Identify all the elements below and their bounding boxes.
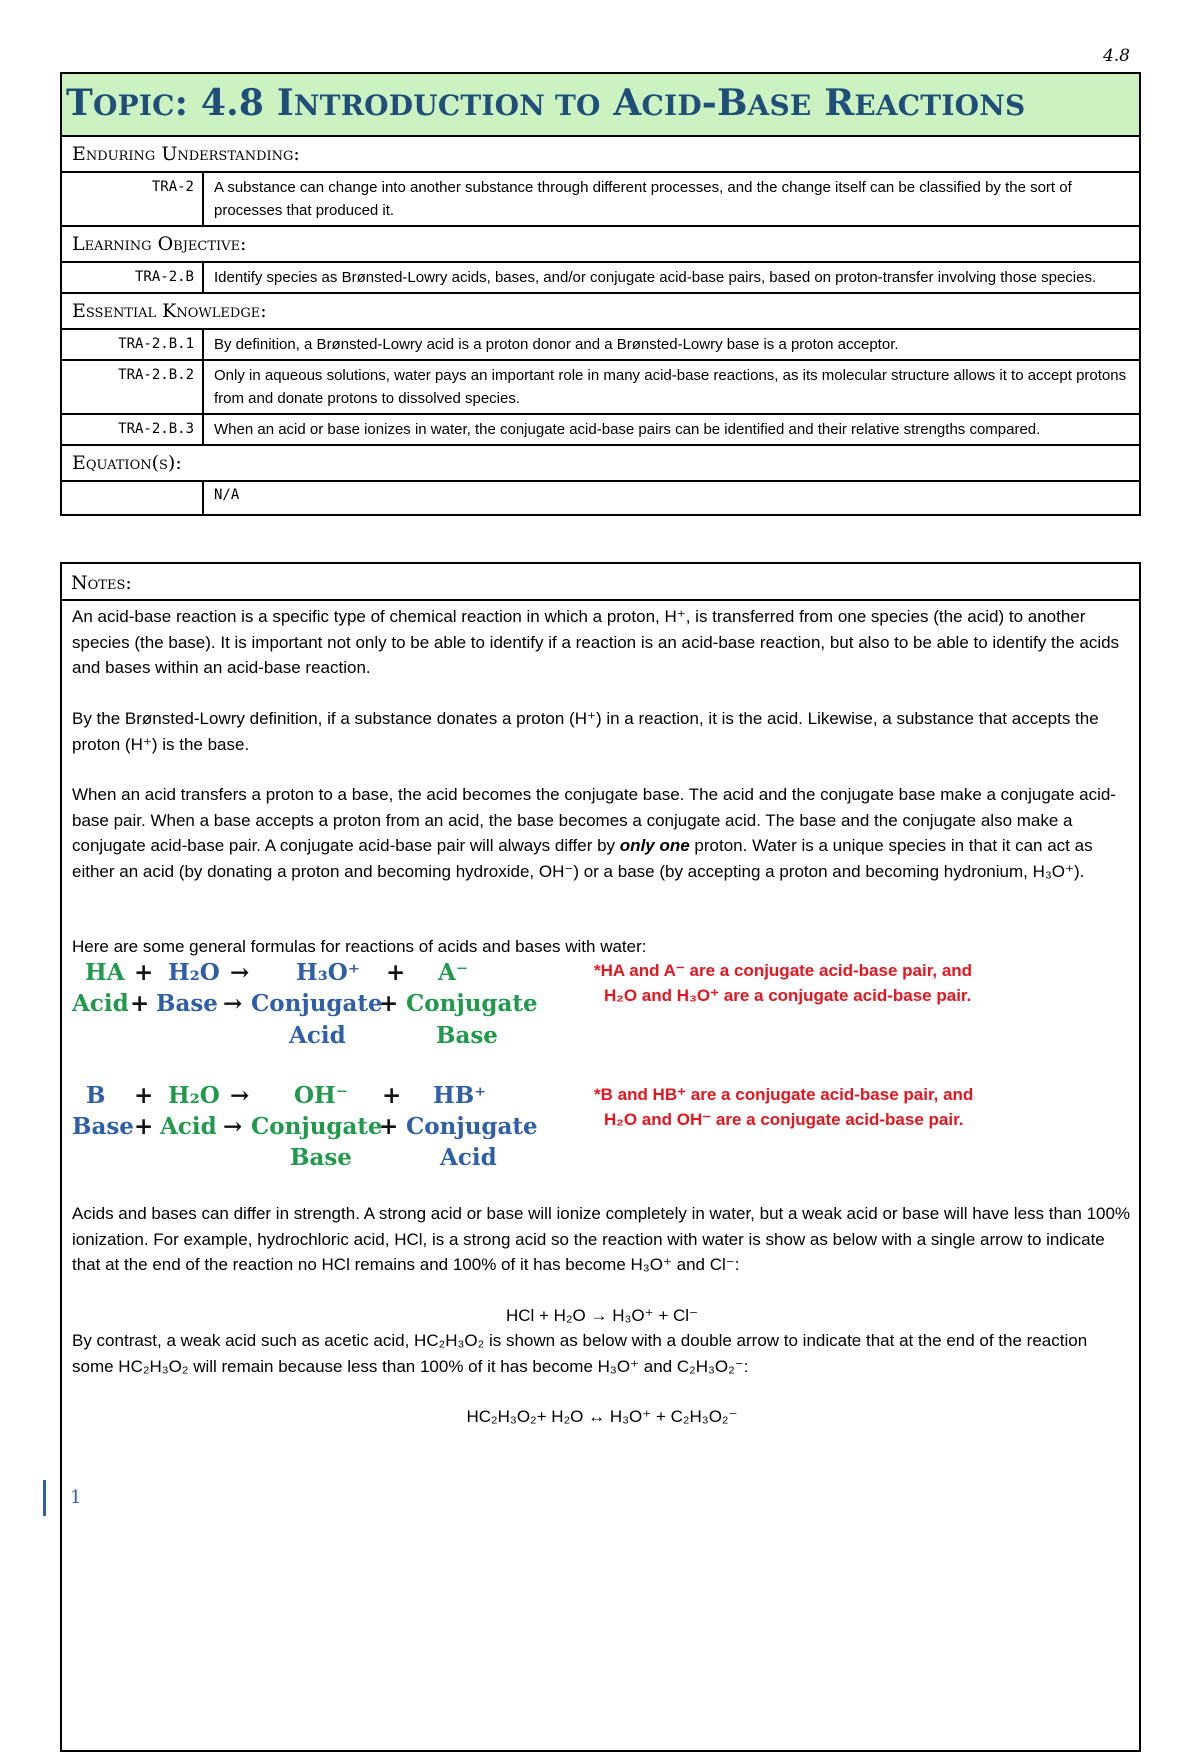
knowledge-code: TRA-2.B.3: [61, 414, 203, 445]
enduring-code: TRA-2: [61, 172, 203, 226]
eq1-arrow: →: [230, 959, 250, 986]
notes-paragraph: Here are some general formulas for reactions of acids and bases with water:: [72, 937, 647, 956]
eq2-base-formula: B: [86, 1082, 106, 1109]
eq2-label: Base: [290, 1144, 352, 1171]
eq1-arrow: →: [223, 990, 243, 1017]
eq2-label: Acid: [160, 1113, 217, 1140]
knowledge-code: TRA-2.B.1: [61, 329, 203, 360]
eq1-label: Conjugate: [406, 990, 538, 1017]
eq1-label: Conjugate: [251, 990, 383, 1017]
eq2-plus: +: [382, 1082, 402, 1109]
eq2-plus: +: [134, 1082, 154, 1109]
eq2-arrow: →: [223, 1113, 243, 1140]
equations-value: N/A: [203, 481, 1140, 515]
eq1-label: Acid: [72, 990, 129, 1017]
notes-paragraph: By the Brønsted-Lowry definition, if a substance donates a proton (H⁺) in a reaction, it is the acid. Likewise, a substance that accepts the proton (H⁺) is the base.: [72, 709, 1099, 754]
title-cell: [61, 73, 1140, 136]
knowledge-text: By definition, a Brønsted-Lowry acid is a proton donor and a Brønsted-Lowry base is a proton acceptor.: [203, 329, 1140, 360]
knowledge-heading: Essential Knowledge:: [61, 293, 1140, 329]
equation-acetic-acid: HC₂H₃O₂+ H₂O ↔ H₃O⁺ + C₂H₃O₂⁻: [466, 1407, 738, 1426]
eq1-base-formula: H₂O: [168, 959, 220, 986]
equation-hcl: HCl + H₂O → H₃O⁺ + Cl⁻: [505, 1306, 699, 1325]
eq1-conj-base-formula: A⁻: [438, 959, 468, 986]
eq1-plus: +: [134, 959, 154, 986]
eq2-arrow: →: [230, 1082, 250, 1109]
eq1-plus: +: [130, 990, 150, 1017]
objective-heading: Learning Objective:: [61, 226, 1140, 262]
eq2-label: Acid: [440, 1144, 497, 1171]
page-title: TOPIC: 4.8 INTRODUCTION TO ACID-BASE REACTIONS: [66, 82, 1026, 124]
knowledge-code: TRA-2.B.2: [61, 360, 203, 414]
eq1-label: Base: [156, 990, 218, 1017]
topic-table: [60, 72, 1141, 516]
notes-paragraph: When an acid transfers a proton to a base, the acid becomes the conjugate base. The acid and the conjugate base make a conjugate acid-base pair. When a base accepts a proton from an acid, the base becomes a conjugate acid. The base and the conjugate also make a conjugate acid-base pair. A conjugate acid-base pair will always differ by only one proton. Water is a unique species in that it can act as either an acid (by donating a proton and becoming hydroxide, OH⁻) or a base (by accepting a proton and becoming hydronium, H₃O⁺).: [72, 785, 1116, 881]
eq2-label: Conjugate: [251, 1113, 383, 1140]
notes-paragraph: By contrast, a weak acid such as acetic acid, HC₂H₃O₂ is shown as below with a double arrow to indicate that at the end of the reaction some HC₂H₃O₂ will remain because less than 100% of it has become H₃O⁺ and C₂H₃O₂⁻:: [72, 1331, 1088, 1376]
knowledge-text: Only in aqueous solutions, water pays an important role in many acid-base reactions, as its molecular structure allows it to accept protons from and donate protons to dissolved species.: [203, 360, 1140, 414]
eq1-plus: +: [386, 959, 406, 986]
eq2-note: H₂O and OH⁻ are a conjugate acid-base pair.: [604, 1110, 964, 1129]
eq1-label: Acid: [289, 1022, 346, 1049]
eq1-conj-acid-formula: H₃O⁺: [296, 959, 360, 986]
eq1-note: *HA and A⁻ are a conjugate acid-base pair, and: [594, 961, 973, 980]
eq2-plus: +: [379, 1113, 399, 1140]
eq1-label: Base: [436, 1022, 498, 1049]
page-label: 4.8: [1102, 46, 1130, 66]
objective-code: TRA-2.B: [61, 262, 203, 293]
equations-code: [61, 481, 203, 515]
notes-paragraph: Acids and bases can differ in strength. A strong acid or base will ionize completely in water, but a weak acid or base will have less than 100% ionization. For example, hydrochloric acid, HCl, is a strong acid so the reaction with water is show as below with a single arrow to indicate that at the end of the reaction no HCl remains and 100% of it has become H₃O⁺ and Cl⁻:: [72, 1204, 1131, 1274]
equations-heading: Equation(s):: [61, 445, 1140, 481]
eq1-plus: +: [379, 990, 399, 1017]
eq2-label: Base: [72, 1113, 134, 1140]
page-number: 1: [43, 1480, 81, 1516]
eq2-conj-base-formula: OH⁻: [294, 1082, 348, 1109]
enduring-heading: Enduring Understanding:: [61, 136, 1140, 172]
notes-heading: Notes:: [62, 564, 1139, 601]
eq1-acid-formula: HA: [85, 959, 125, 986]
eq2-label: Conjugate: [406, 1113, 538, 1140]
notes-paragraph: An acid-base reaction is a specific type of chemical reaction in which a proton, H⁺, is transferred from one species (the acid) to another species (the base). It is important not only to be able to identify if a reaction is an acid-base reaction, but also to be able to identify the acids and bases within an acid-base reaction.: [72, 607, 1120, 677]
eq2-conj-acid-formula: HB⁺: [433, 1082, 487, 1109]
eq2-note: *B and HB⁺ are a conjugate acid-base pair, and: [594, 1085, 974, 1104]
notes-box: [60, 562, 1141, 1752]
objective-text: Identify species as Brønsted-Lowry acids, bases, and/or conjugate acid-base pairs, based on proton-transfer involving those species.: [203, 262, 1140, 293]
eq2-acid-formula: H₂O: [168, 1082, 220, 1109]
enduring-text: A substance can change into another substance through different processes, and the change itself can be classified by the sort of processes that produced it.: [203, 172, 1140, 226]
eq2-plus: +: [134, 1113, 154, 1140]
knowledge-text: When an acid or base ionizes in water, the conjugate acid-base pairs can be identified and their relative strengths compared.: [203, 414, 1140, 445]
eq1-note: H₂O and H₃O⁺ are a conjugate acid-base pair.: [604, 986, 972, 1005]
